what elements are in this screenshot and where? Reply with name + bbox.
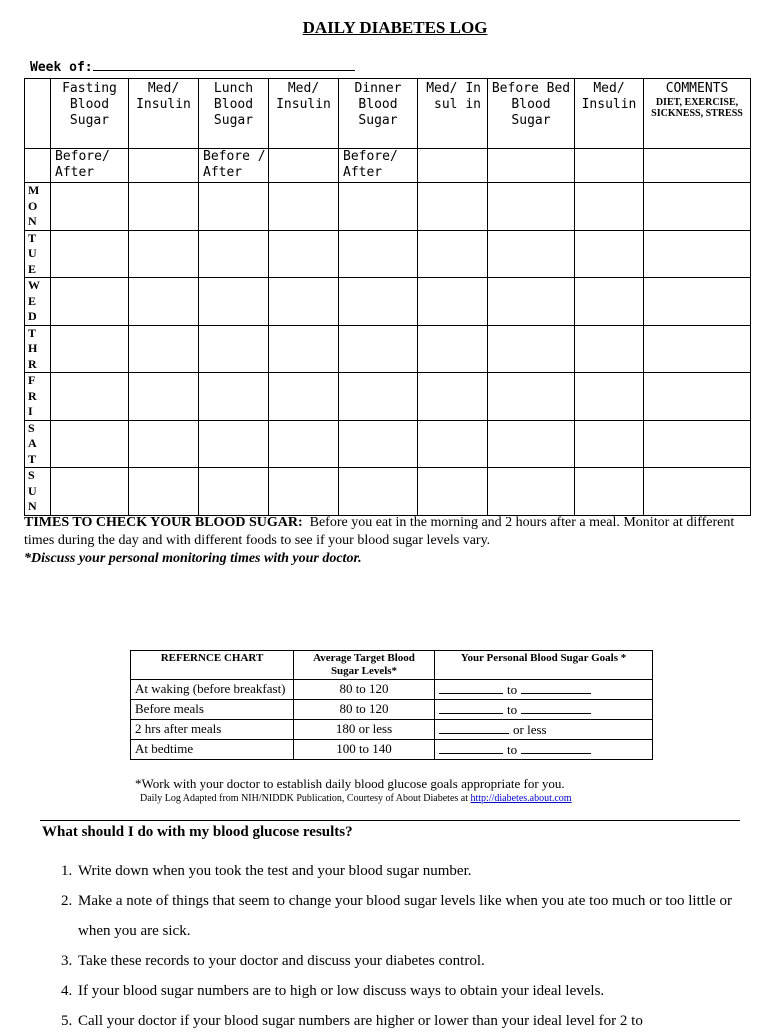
times-text: Before you eat in the morning and 2 hours after a meal. Monitor at different times during the day and with different foods to see if your blood sugar levels vary. bbox=[24, 515, 735, 548]
reference-target-value: 100 to 140 bbox=[294, 740, 435, 760]
log-entry-cell[interactable] bbox=[644, 468, 751, 516]
log-entry-cell[interactable] bbox=[339, 468, 418, 516]
log-entry-cell[interactable] bbox=[339, 278, 418, 326]
log-entry-cell[interactable] bbox=[51, 468, 129, 516]
log-entry-cell[interactable] bbox=[575, 183, 644, 231]
header-med-2: Med/ Insulin bbox=[269, 79, 339, 149]
week-of-label: Week of: bbox=[30, 60, 93, 75]
log-entry-cell[interactable] bbox=[51, 325, 129, 373]
step-item: 1. Write down when you took the test and your blood sugar number. bbox=[76, 856, 766, 886]
log-entry-cell[interactable] bbox=[488, 278, 575, 326]
goal-connector: to bbox=[507, 682, 518, 697]
reference-target-value: 80 to 120 bbox=[294, 700, 435, 720]
day-row bbox=[25, 230, 751, 278]
log-entry-cell[interactable] bbox=[644, 183, 751, 231]
subheader-blank bbox=[488, 149, 575, 183]
log-entry-cell[interactable] bbox=[199, 325, 269, 373]
page-title: DAILY DIABETES LOG bbox=[302, 18, 488, 37]
log-entry-cell[interactable] bbox=[418, 230, 488, 278]
log-entry-cell[interactable] bbox=[51, 278, 129, 326]
goal-blank-low[interactable] bbox=[439, 741, 503, 754]
log-entry-cell[interactable] bbox=[418, 373, 488, 421]
log-entry-cell[interactable] bbox=[199, 230, 269, 278]
steps-list bbox=[58, 856, 766, 1036]
log-entry-cell[interactable] bbox=[644, 230, 751, 278]
log-entry-cell[interactable] bbox=[269, 373, 339, 421]
log-entry-cell[interactable] bbox=[339, 230, 418, 278]
goal-connector: or less bbox=[513, 722, 547, 737]
subheader-blank bbox=[25, 149, 51, 183]
reference-rows bbox=[131, 680, 653, 760]
log-entry-cell[interactable] bbox=[199, 468, 269, 516]
header-comments bbox=[644, 79, 751, 149]
log-entry-cell[interactable] bbox=[644, 373, 751, 421]
day-label: F R I bbox=[25, 373, 51, 421]
goal-blank-high[interactable] bbox=[521, 741, 591, 754]
day-label: S U N bbox=[25, 468, 51, 516]
header-med-3: Med/ In sul in bbox=[418, 79, 488, 149]
reference-goal-field[interactable] bbox=[435, 720, 653, 740]
log-entry-cell[interactable] bbox=[339, 325, 418, 373]
log-entry-cell[interactable] bbox=[339, 183, 418, 231]
log-entry-cell[interactable] bbox=[269, 183, 339, 231]
times-to-check bbox=[24, 514, 754, 568]
log-entry-cell[interactable] bbox=[575, 420, 644, 468]
log-entry-cell[interactable] bbox=[199, 373, 269, 421]
log-entry-cell[interactable] bbox=[575, 230, 644, 278]
reference-header-goals: Your Personal Blood Sugar Goals * bbox=[435, 651, 653, 680]
day-row bbox=[25, 373, 751, 421]
comments-title: COMMENTS bbox=[665, 81, 729, 96]
subheader-blank bbox=[129, 149, 199, 183]
reference-time-label: 2 hrs after meals bbox=[131, 720, 294, 740]
log-entry-cell[interactable] bbox=[199, 183, 269, 231]
day-row bbox=[25, 183, 751, 231]
week-of-field[interactable] bbox=[30, 58, 355, 75]
header-before-bed: Before Bed Blood Sugar bbox=[488, 79, 575, 149]
header-lunch: Lunch Blood Sugar bbox=[199, 79, 269, 149]
day-label: W E D bbox=[25, 278, 51, 326]
log-entry-cell[interactable] bbox=[644, 278, 751, 326]
goal-blank-low[interactable] bbox=[439, 681, 503, 694]
subheader-before-after-1: Before/ After bbox=[51, 149, 129, 183]
subheader-before-after-2: Before / After bbox=[199, 149, 269, 183]
daily-log-table bbox=[24, 78, 751, 516]
day-row bbox=[25, 468, 751, 516]
goal-blank-low[interactable] bbox=[439, 701, 503, 714]
header-dinner: Dinner Blood Sugar bbox=[339, 79, 418, 149]
day-label: T U E bbox=[25, 230, 51, 278]
log-entry-cell[interactable] bbox=[339, 373, 418, 421]
corner-cell bbox=[25, 79, 51, 149]
log-entry-cell[interactable] bbox=[51, 230, 129, 278]
log-entry-cell[interactable] bbox=[199, 420, 269, 468]
day-rows bbox=[25, 183, 751, 516]
log-entry-cell[interactable] bbox=[129, 278, 199, 326]
log-entry-cell[interactable] bbox=[339, 420, 418, 468]
log-entry-cell[interactable] bbox=[51, 183, 129, 231]
goal-blank-low[interactable] bbox=[439, 721, 509, 734]
reference-time-label: At bedtime bbox=[131, 740, 294, 760]
subheader-blank bbox=[575, 149, 644, 183]
day-label: T H R bbox=[25, 325, 51, 373]
goal-blank-high[interactable] bbox=[521, 681, 591, 694]
subheader-before-after-3: Before/ After bbox=[339, 149, 418, 183]
reference-goal-field[interactable] bbox=[435, 680, 653, 700]
log-entry-cell[interactable] bbox=[269, 468, 339, 516]
reference-header-label: REFERNCE CHART bbox=[131, 651, 294, 680]
log-entry-cell[interactable] bbox=[269, 230, 339, 278]
day-row bbox=[25, 325, 751, 373]
log-entry-cell[interactable] bbox=[575, 325, 644, 373]
log-entry-cell[interactable] bbox=[129, 373, 199, 421]
subheader-blank bbox=[269, 149, 339, 183]
log-entry-cell[interactable] bbox=[644, 325, 751, 373]
reference-row bbox=[131, 720, 653, 740]
subheader-blank bbox=[418, 149, 488, 183]
reference-header-target: Average Target Blood Sugar Levels* bbox=[294, 651, 435, 680]
day-row bbox=[25, 278, 751, 326]
log-entry-cell[interactable] bbox=[488, 230, 575, 278]
log-entry-cell[interactable] bbox=[575, 373, 644, 421]
header-fasting: Fasting Blood Sugar bbox=[51, 79, 129, 149]
log-entry-cell[interactable] bbox=[129, 230, 199, 278]
reference-target-value: 180 or less bbox=[294, 720, 435, 740]
source-credit bbox=[140, 793, 572, 804]
log-entry-cell[interactable] bbox=[488, 325, 575, 373]
day-row bbox=[25, 420, 751, 468]
day-label: S A T bbox=[25, 420, 51, 468]
log-entry-cell[interactable] bbox=[129, 420, 199, 468]
log-entry-cell[interactable] bbox=[575, 278, 644, 326]
step-item: 2. Make a note of things that seem to change your blood sugar levels like when you ate too much or too little or when you are sick. bbox=[76, 886, 766, 946]
header-med-1: Med/ Insulin bbox=[129, 79, 199, 149]
step-item: 4. If your blood sugar numbers are to high or low discuss ways to obtain your ideal levels. bbox=[76, 976, 766, 1006]
log-entry-cell[interactable] bbox=[199, 278, 269, 326]
log-entry-cell[interactable] bbox=[575, 468, 644, 516]
subheader-blank bbox=[644, 149, 751, 183]
header-med-4: Med/ Insulin bbox=[575, 79, 644, 149]
log-entry-cell[interactable] bbox=[418, 325, 488, 373]
goal-connector: to bbox=[507, 742, 518, 757]
log-entry-cell[interactable] bbox=[644, 420, 751, 468]
log-entry-cell[interactable] bbox=[269, 278, 339, 326]
week-of-blank[interactable] bbox=[93, 58, 355, 71]
section-divider bbox=[40, 820, 740, 821]
log-entry-cell[interactable] bbox=[129, 468, 199, 516]
goal-connector: to bbox=[507, 702, 518, 717]
reference-row bbox=[131, 700, 653, 720]
goal-blank-high[interactable] bbox=[521, 701, 591, 714]
log-entry-cell[interactable] bbox=[51, 420, 129, 468]
log-entry-cell[interactable] bbox=[488, 468, 575, 516]
log-entry-cell[interactable] bbox=[129, 183, 199, 231]
reference-row bbox=[131, 680, 653, 700]
reference-note: *Work with your doctor to establish daily blood glucose goals appropriate for you. bbox=[135, 776, 565, 791]
reference-header-row bbox=[131, 651, 653, 680]
question-heading: What should I do with my blood glucose results? bbox=[42, 824, 353, 840]
log-header-row bbox=[25, 79, 751, 149]
reference-row bbox=[131, 740, 653, 760]
reference-goal-field[interactable] bbox=[435, 740, 653, 760]
log-entry-cell[interactable] bbox=[488, 183, 575, 231]
step-item: 5. Call your doctor if your blood sugar numbers are higher or lower than your ideal level for 2 to bbox=[76, 1006, 766, 1036]
source-link[interactable]: http://diabetes.about.com bbox=[470, 793, 572, 804]
reference-goal-field[interactable] bbox=[435, 700, 653, 720]
step-item: 3. Take these records to your doctor and discuss your diabetes control. bbox=[76, 946, 766, 976]
log-entry-cell[interactable] bbox=[129, 325, 199, 373]
reference-time-label: At waking (before breakfast) bbox=[131, 680, 294, 700]
log-entry-cell[interactable] bbox=[418, 278, 488, 326]
day-label: M O N bbox=[25, 183, 51, 231]
reference-chart bbox=[130, 650, 653, 760]
log-entry-cell[interactable] bbox=[418, 183, 488, 231]
log-entry-cell[interactable] bbox=[51, 373, 129, 421]
reference-time-label: Before meals bbox=[131, 700, 294, 720]
source-credit-text: Daily Log Adapted from NIH/NIDDK Publication, Courtesy of About Diabetes at bbox=[140, 793, 471, 804]
comments-subtitle: DIET, EXERCISE, SICKNESS, STRESS bbox=[651, 97, 743, 119]
log-entry-cell[interactable] bbox=[418, 420, 488, 468]
reference-target-value: 80 to 120 bbox=[294, 680, 435, 700]
log-entry-cell[interactable] bbox=[269, 325, 339, 373]
discuss-note: *Discuss your personal monitoring times with your doctor. bbox=[24, 551, 362, 566]
log-subheader-row bbox=[25, 149, 751, 183]
times-heading: TIMES TO CHECK YOUR BLOOD SUGAR: bbox=[24, 515, 303, 530]
log-entry-cell[interactable] bbox=[418, 468, 488, 516]
log-entry-cell[interactable] bbox=[488, 420, 575, 468]
log-entry-cell[interactable] bbox=[488, 373, 575, 421]
log-entry-cell[interactable] bbox=[269, 420, 339, 468]
